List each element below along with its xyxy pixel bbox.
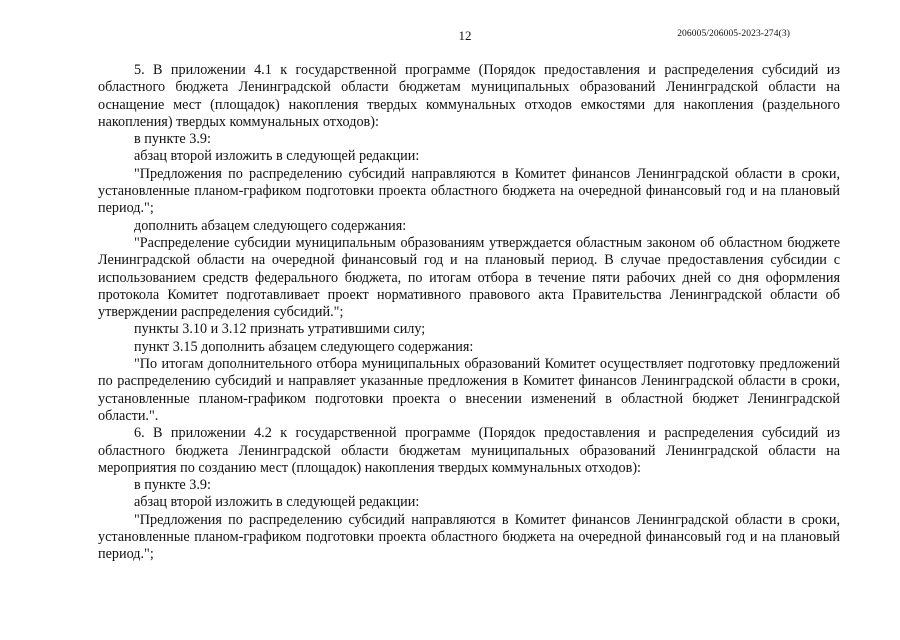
page-number: 12 — [458, 28, 472, 43]
paragraph-quote-proposals-b: "Предложения по распределению субсидий направляются в Комитет финансов Ленинградской области в сроки, установленные планом-графиком подготовки проекта областного бюджета на очередной финансовый год и на плановый период."; — [98, 511, 840, 563]
paragraph-point-3-9: в пункте 3.9: — [134, 131, 211, 148]
paragraph-point-3-9-b: в пункте 3.9: — [134, 477, 211, 494]
paragraph-point-3-15: пункт 3.15 дополнить абзацем следующего содержания: — [134, 338, 474, 355]
paragraph-repeal: пункты 3.10 и 3.12 признать утратившими силу; — [134, 321, 426, 338]
paragraph-item-6: 6. В приложении 4.2 к государственной программе (Порядок предоставления и распределения субсидий из областного бюджета Ленинградской области бюджетам муниципальных образований Ленинградской области на мероприятия по созданию мест (площадок) накопления твердых коммунальных отходов): — [98, 425, 840, 476]
document-reference: 206005/206005-2023-274(3) — [677, 29, 790, 39]
paragraph-amend-second-b: абзац второй изложить в следующей редакции: — [134, 494, 420, 511]
paragraph-amend-second: абзац второй изложить в следующей редакции: — [134, 148, 420, 165]
paragraph-quote-distribution: "Распределение субсидии муниципальным образованиям утверждается областным законом об областном бюджете Ленинградской области на очередной финансовый год и на плановый период. В случае предоставления субсидии с использованием средств федерального бюджета, по итогам отбора в течение пяти рабочих дней со дня оформления протокола Комитет подготавливает проект нормативного правового акта Правительства Ленинградской области об утверждении распределения субсидий."; — [98, 234, 840, 321]
paragraph-quote-proposals: "Предложения по распределению субсидий направляются в Комитет финансов Ленинградской области в сроки, установленные планом-графиком подготовки проекта областного бюджета на очередной финансовый год и на плановый период."; — [98, 165, 840, 217]
paragraph-item-5: 5. В приложении 4.1 к государственной программе (Порядок предоставления и распределения субсидий из областного бюджета Ленинградской области бюджетам муниципальных образований Ленинградской области на оснащение мест (площадок) накопления твердых коммунальных отходов емкостями для накопления (раздельного накопления) твердых коммунальных отходов): — [98, 62, 840, 130]
paragraph-quote-additional-selection: "По итогам дополнительного отбора муниципальных образований Комитет осуществляет подготовку предложений по распределению субсидий и направляет указанные предложения в Комитет финансов Ленинградской области в сроки, установленные планом-графиком подготовки проекта о внесении изменений в областной бюджет Ленинградской области.". — [98, 356, 840, 424]
document-body — [98, 62, 840, 564]
paragraph-add-clause: дополнить абзацем следующего содержания: — [134, 217, 407, 234]
